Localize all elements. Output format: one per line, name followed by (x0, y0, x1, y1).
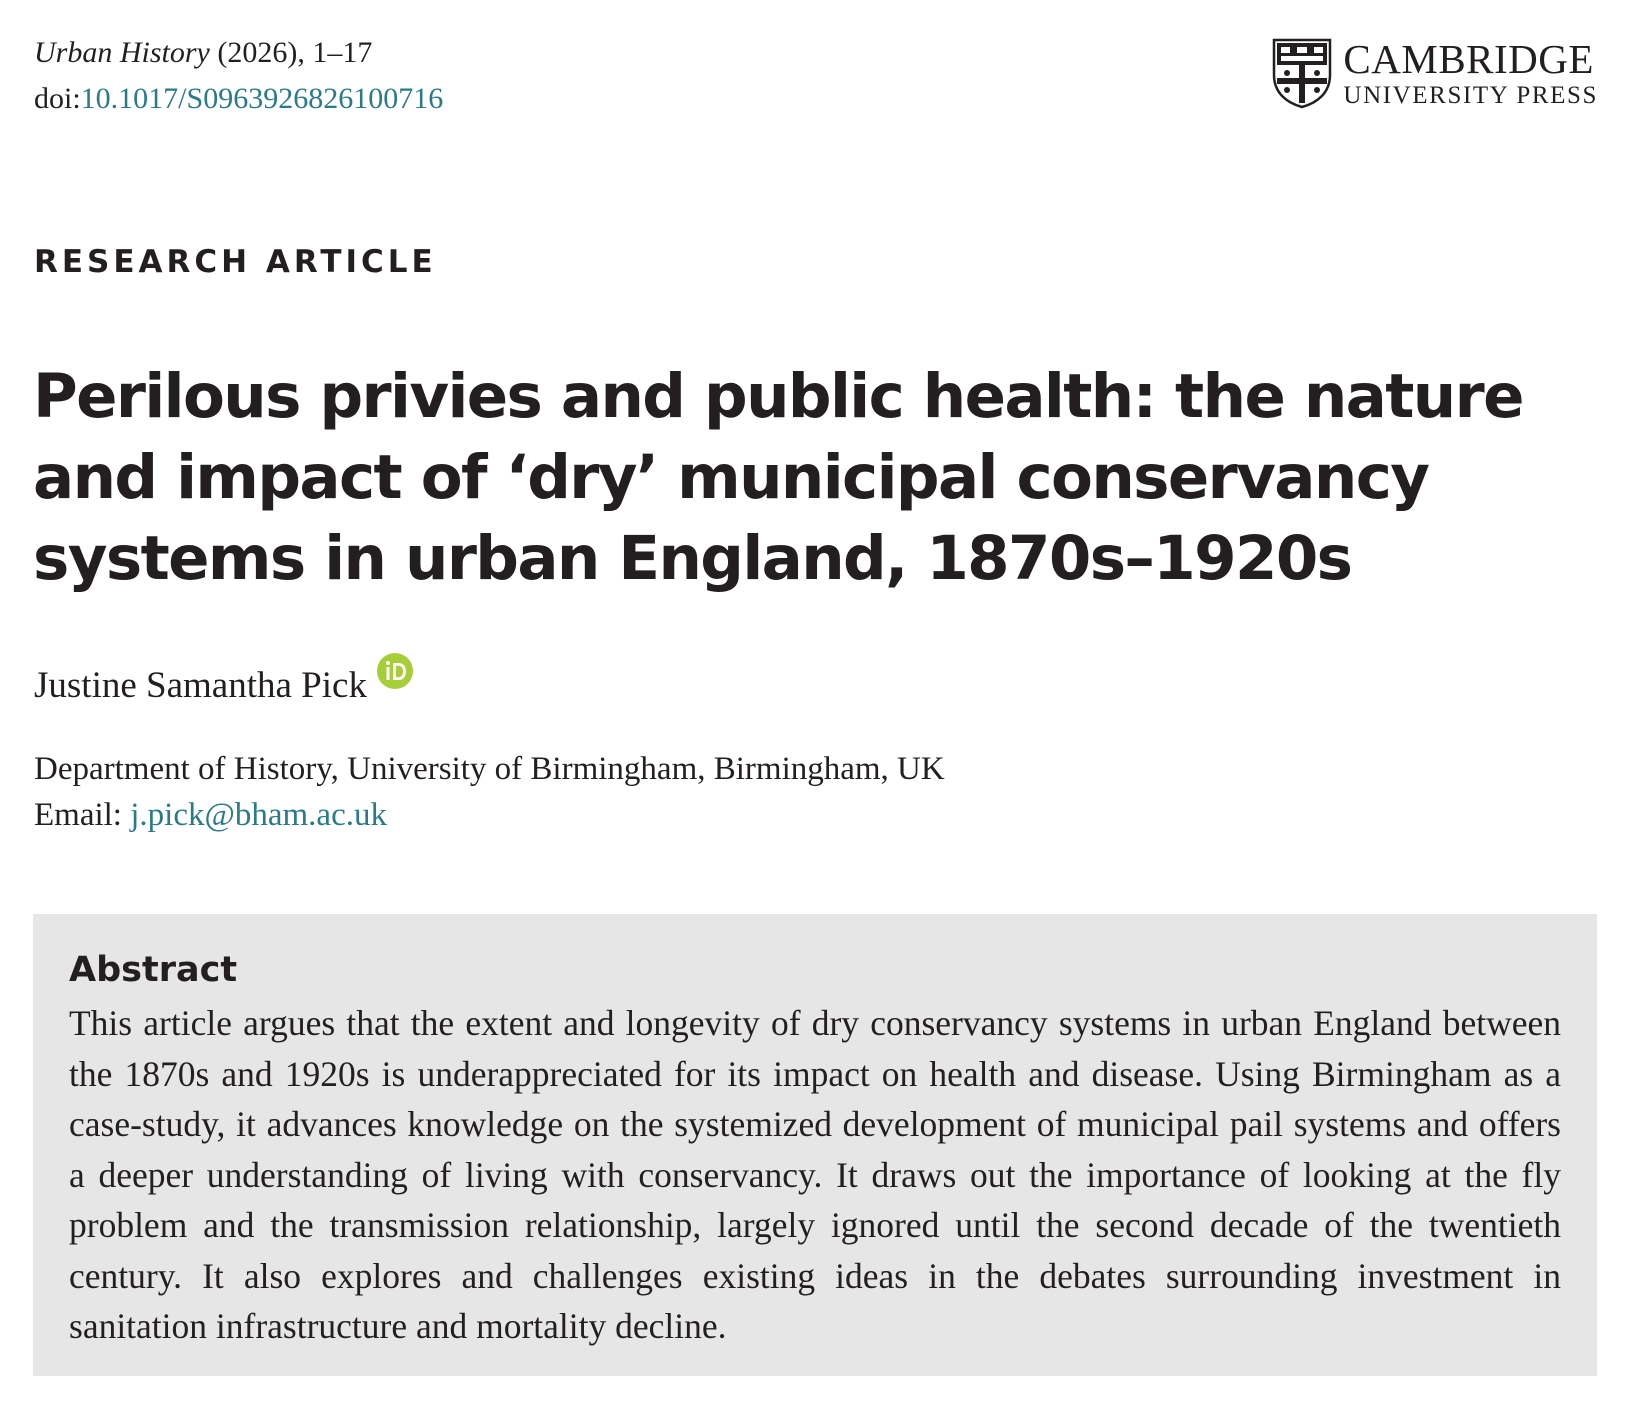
article-title: Perilous privies and public health: the nature and impact of ‘dry’ municipal conservancy systems in urban England, 1870s–1920s (33, 361, 1523, 594)
email-link[interactable]: j.pick@bham.ac.uk (130, 797, 387, 833)
abstract-box (33, 914, 1597, 1376)
publisher-wordmark (1343, 35, 1598, 109)
affiliation: Department of History, University of Birmingham, Birmingham, UK (34, 751, 945, 787)
citation-header (34, 30, 443, 122)
author-line (34, 664, 413, 707)
article-type: RESEARCH ARTICLE (34, 244, 437, 280)
citation-details: (2026), 1–17 (209, 36, 373, 69)
cambridge-shield-icon (1271, 37, 1333, 109)
orcid-icon[interactable] (377, 653, 413, 689)
publisher-name-line1: CAMBRIDGE (1343, 35, 1594, 82)
journal-name: Urban History (34, 36, 210, 69)
affiliation-block (34, 746, 945, 838)
abstract-text: This article argues that the extent and longevity of dry conservancy systems in urban England between the 1870s and 1920s is underappreciated for its impact on health and disease. Using Birmingham as a case-study, it advances knowledge on the systemized development of municipal pail systems and offers a deeper understanding of living with conservancy. It draws out the importance of looking at the fly problem and the transmission relationship, largely ignored until the second decade of the twentieth century. It also explores and challenges existing ideas in the debates surrounding investment in sanitation infrastructure and mortality decline. (69, 1003, 1561, 1346)
publisher-logo (1271, 37, 1598, 109)
email-label: Email: (34, 797, 131, 833)
doi-label: doi: (34, 82, 81, 115)
doi-link[interactable]: 10.1017/S0963926826100716 (80, 82, 444, 115)
email-line (34, 792, 945, 838)
publisher-name-line2: UNIVERSITY PRESS (1343, 81, 1598, 109)
author-name[interactable]: Justine Samantha Pick (34, 665, 367, 706)
abstract-heading: Abstract (69, 950, 238, 990)
doi-line (34, 76, 443, 122)
citation-line (34, 30, 443, 76)
